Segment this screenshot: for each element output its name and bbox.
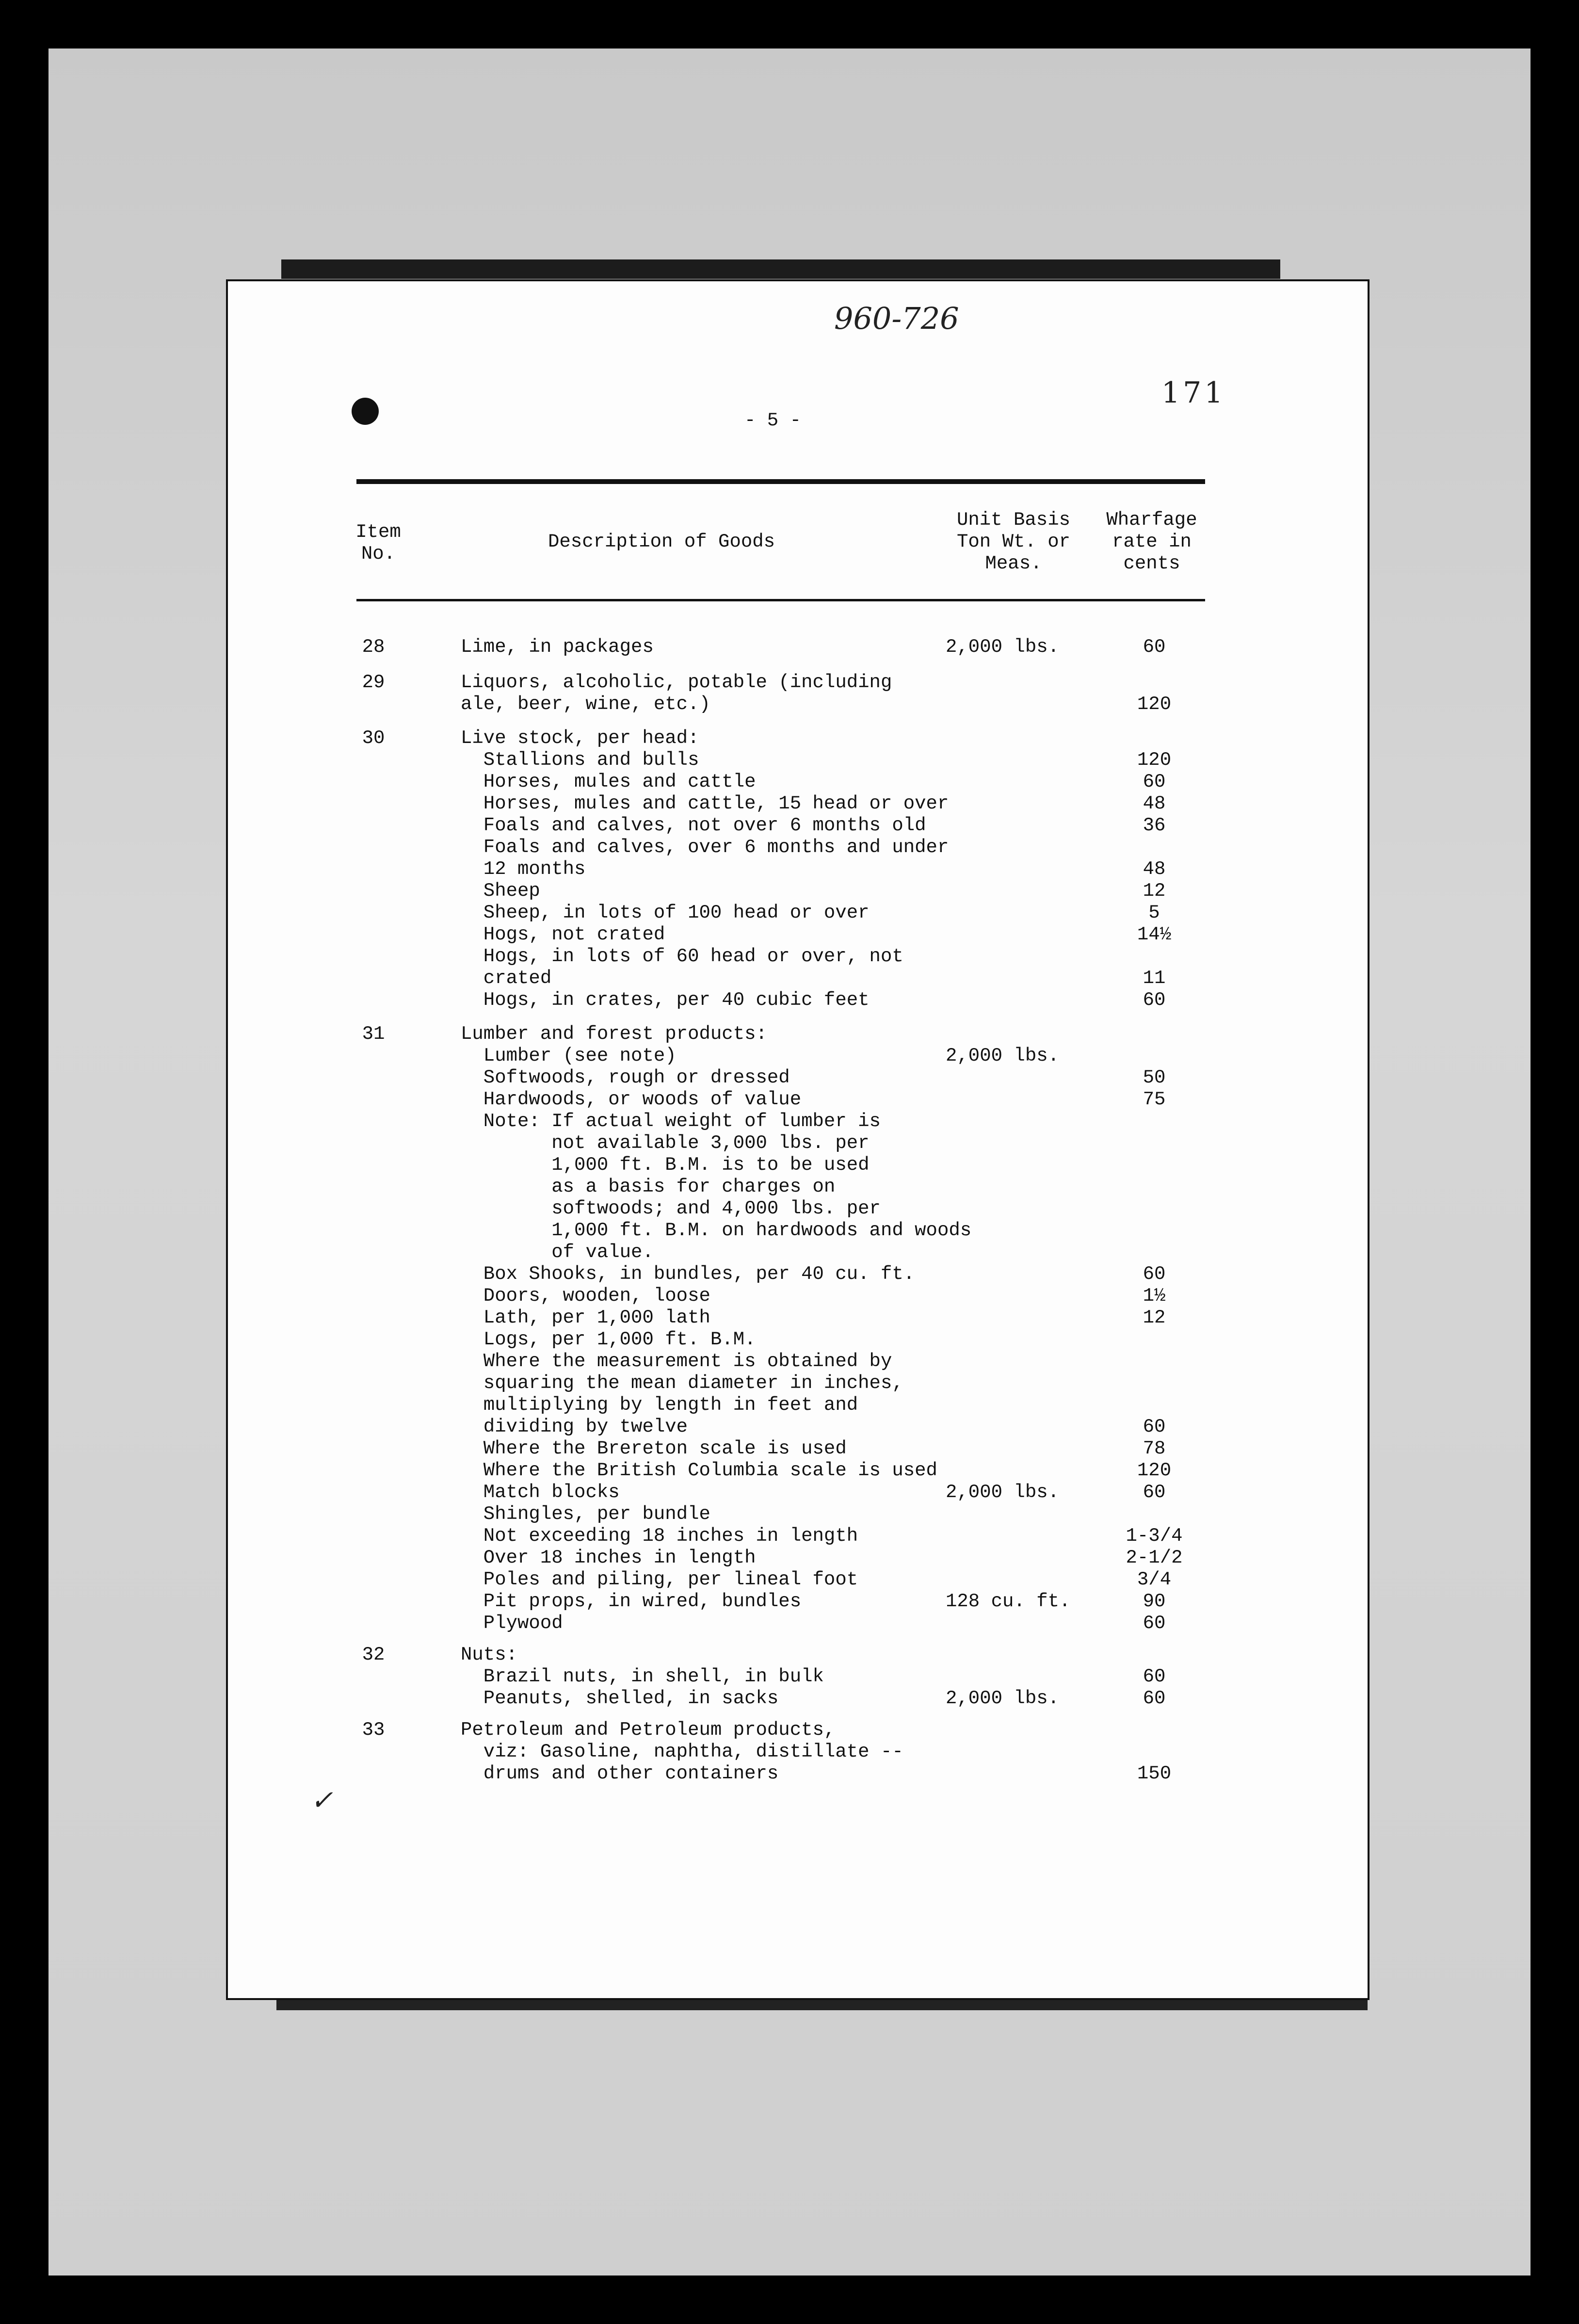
- row-description: Nuts:: [461, 1644, 518, 1665]
- row-wharfage-rate: 78: [1143, 1438, 1166, 1459]
- row-wharfage-rate: 60: [1143, 1613, 1166, 1634]
- row-wharfage-rate: 120: [1137, 749, 1172, 771]
- row-description: Where the British Columbia scale is used: [461, 1460, 937, 1481]
- row-description: Peanuts, shelled, in sacks: [461, 1688, 779, 1709]
- row-description: Foals and calves, not over 6 months old: [461, 815, 926, 836]
- row-wharfage-rate: 12: [1143, 880, 1166, 902]
- row-description: Note: If actual weight of lumber is: [461, 1111, 881, 1132]
- row-description: of value.: [461, 1242, 654, 1263]
- row-item-no: 28: [362, 636, 385, 658]
- row-description: as a basis for charges on: [461, 1176, 836, 1197]
- row-description: Pit props, in wired, bundles: [461, 1591, 802, 1612]
- header-wharfage-line2: rate in: [1112, 531, 1192, 552]
- row-description: Horses, mules and cattle, 15 head or over: [461, 793, 949, 814]
- header-wharfage-line1: Wharfage: [1106, 509, 1197, 531]
- row-wharfage-rate: 48: [1143, 858, 1166, 880]
- row-wharfage-rate: 60: [1143, 989, 1166, 1011]
- row-description: Hogs, in crates, per 40 cubic feet: [461, 989, 870, 1011]
- row-wharfage-rate: 75: [1143, 1089, 1166, 1110]
- row-wharfage-rate: 50: [1143, 1067, 1166, 1088]
- header-item-no-line1: Item: [355, 521, 401, 543]
- row-description: Where the measurement is obtained by: [461, 1351, 892, 1372]
- header-unit-line1: Unit Basis: [956, 509, 1071, 531]
- row-description: Lath, per 1,000 lath: [461, 1307, 710, 1328]
- row-item-no: 33: [362, 1719, 385, 1741]
- row-description: not available 3,000 lbs. per: [461, 1132, 870, 1154]
- row-description: multiplying by length in feet and: [461, 1394, 858, 1416]
- row-description: Lime, in packages: [461, 636, 654, 658]
- row-description: 1,000 ft. B.M. is to be used: [461, 1154, 870, 1176]
- row-wharfage-rate: 5: [1148, 902, 1160, 923]
- row-item-no: 32: [362, 1644, 385, 1665]
- row-unit-basis: 2,000 lbs.: [946, 1482, 1060, 1503]
- header-wharfage-rate: [1096, 509, 1208, 575]
- row-unit-basis: 2,000 lbs.: [946, 1045, 1060, 1066]
- row-wharfage-rate: 2-1/2: [1126, 1547, 1183, 1568]
- row-description: Plywood: [461, 1613, 563, 1634]
- row-wharfage-rate: 60: [1143, 636, 1166, 658]
- row-description: Where the Brereton scale is used: [461, 1438, 847, 1459]
- row-description: ale, beer, wine, etc.): [461, 694, 710, 715]
- row-description: Hogs, not crated: [461, 924, 665, 945]
- row-wharfage-rate: 1½: [1143, 1285, 1166, 1307]
- row-description: Logs, per 1,000 ft. B.M.: [461, 1329, 756, 1350]
- row-description: Sheep, in lots of 100 head or over: [461, 902, 870, 923]
- row-description: dividing by twelve: [461, 1416, 688, 1437]
- row-description: Hardwoods, or woods of value: [461, 1089, 802, 1110]
- row-description: 1,000 ft. B.M. on hardwoods and woods: [461, 1220, 972, 1241]
- row-description: Horses, mules and cattle: [461, 771, 756, 792]
- row-description: Box Shooks, in bundles, per 40 cu. ft.: [461, 1263, 915, 1285]
- row-wharfage-rate: 1-3/4: [1126, 1525, 1183, 1547]
- row-unit-basis: 2,000 lbs.: [946, 636, 1060, 658]
- row-wharfage-rate: 60: [1143, 771, 1166, 792]
- row-description: Lumber (see note): [461, 1045, 677, 1066]
- row-wharfage-rate: 48: [1143, 793, 1166, 814]
- row-description: Petroleum and Petroleum products,: [461, 1719, 836, 1741]
- row-wharfage-rate: 60: [1143, 1688, 1166, 1709]
- header-item-no: [349, 521, 407, 565]
- row-wharfage-rate: 36: [1143, 815, 1166, 836]
- row-description: softwoods; and 4,000 lbs. per: [461, 1198, 881, 1219]
- document-page: [228, 281, 1368, 1998]
- header-unit-line3: Meas.: [985, 553, 1042, 574]
- row-wharfage-rate: 90: [1143, 1591, 1166, 1612]
- row-wharfage-rate: 120: [1137, 1460, 1172, 1481]
- row-description: Match blocks: [461, 1482, 620, 1503]
- row-wharfage-rate: 120: [1137, 694, 1172, 715]
- paper-shadow-top: [281, 259, 1280, 279]
- row-item-no: 31: [362, 1023, 385, 1045]
- margin-check-mark: ✓: [310, 1785, 333, 1816]
- row-wharfage-rate: 11: [1143, 968, 1166, 989]
- row-wharfage-rate: 60: [1143, 1666, 1166, 1687]
- row-item-no: 30: [362, 727, 385, 749]
- row-wharfage-rate: 150: [1137, 1763, 1172, 1784]
- header-rule-bottom: [356, 599, 1205, 601]
- row-description: Stallions and bulls: [461, 749, 699, 771]
- row-wharfage-rate: 12: [1143, 1307, 1166, 1328]
- header-description: Description of Goods: [548, 531, 775, 552]
- row-description: viz: Gasoline, naphtha, distillate --: [461, 1741, 903, 1762]
- header-unit-basis: [936, 509, 1091, 575]
- header-wharfage-line3: cents: [1123, 553, 1180, 574]
- row-description: Liquors, alcoholic, potable (including: [461, 672, 892, 693]
- row-description: Softwoods, rough or dressed: [461, 1067, 790, 1088]
- row-description: Over 18 inches in length: [461, 1547, 756, 1568]
- row-description: Lumber and forest products:: [461, 1023, 767, 1045]
- row-description: 12 months: [461, 858, 586, 880]
- header-item-no-line2: No.: [361, 543, 396, 565]
- header-unit-line2: Ton Wt. or: [956, 531, 1071, 552]
- row-item-no: 29: [362, 672, 385, 693]
- row-wharfage-rate: 14½: [1137, 924, 1172, 945]
- row-description: Sheep: [461, 880, 540, 902]
- row-description: crated: [461, 968, 552, 989]
- row-description: Doors, wooden, loose: [461, 1285, 710, 1307]
- punch-hole-icon: [352, 398, 379, 425]
- row-description: Poles and piling, per lineal foot: [461, 1569, 858, 1590]
- row-wharfage-rate: 60: [1143, 1482, 1166, 1503]
- header-rule-top: [356, 479, 1205, 484]
- row-wharfage-rate: 3/4: [1137, 1569, 1172, 1590]
- page-indicator: - 5 -: [744, 410, 802, 431]
- row-description: Foals and calves, over 6 months and under: [461, 837, 949, 858]
- row-description: Hogs, in lots of 60 head or over, not: [461, 946, 903, 967]
- row-description: Brazil nuts, in shell, in bulk: [461, 1666, 824, 1687]
- row-description: Not exceeding 18 inches in length: [461, 1525, 858, 1547]
- handwritten-reference: 960-726: [834, 301, 959, 336]
- row-unit-basis: 2,000 lbs.: [946, 1688, 1060, 1709]
- row-wharfage-rate: 60: [1143, 1416, 1166, 1437]
- row-description: squaring the mean diameter in inches,: [461, 1372, 903, 1394]
- row-description: Shingles, per bundle: [461, 1503, 710, 1525]
- page-stamp-number: 171: [1161, 376, 1226, 410]
- row-unit-basis: 128 cu. ft.: [946, 1591, 1071, 1612]
- row-description: drums and other containers: [461, 1763, 779, 1784]
- row-description: Live stock, per head:: [461, 727, 699, 749]
- row-wharfage-rate: 60: [1143, 1263, 1166, 1285]
